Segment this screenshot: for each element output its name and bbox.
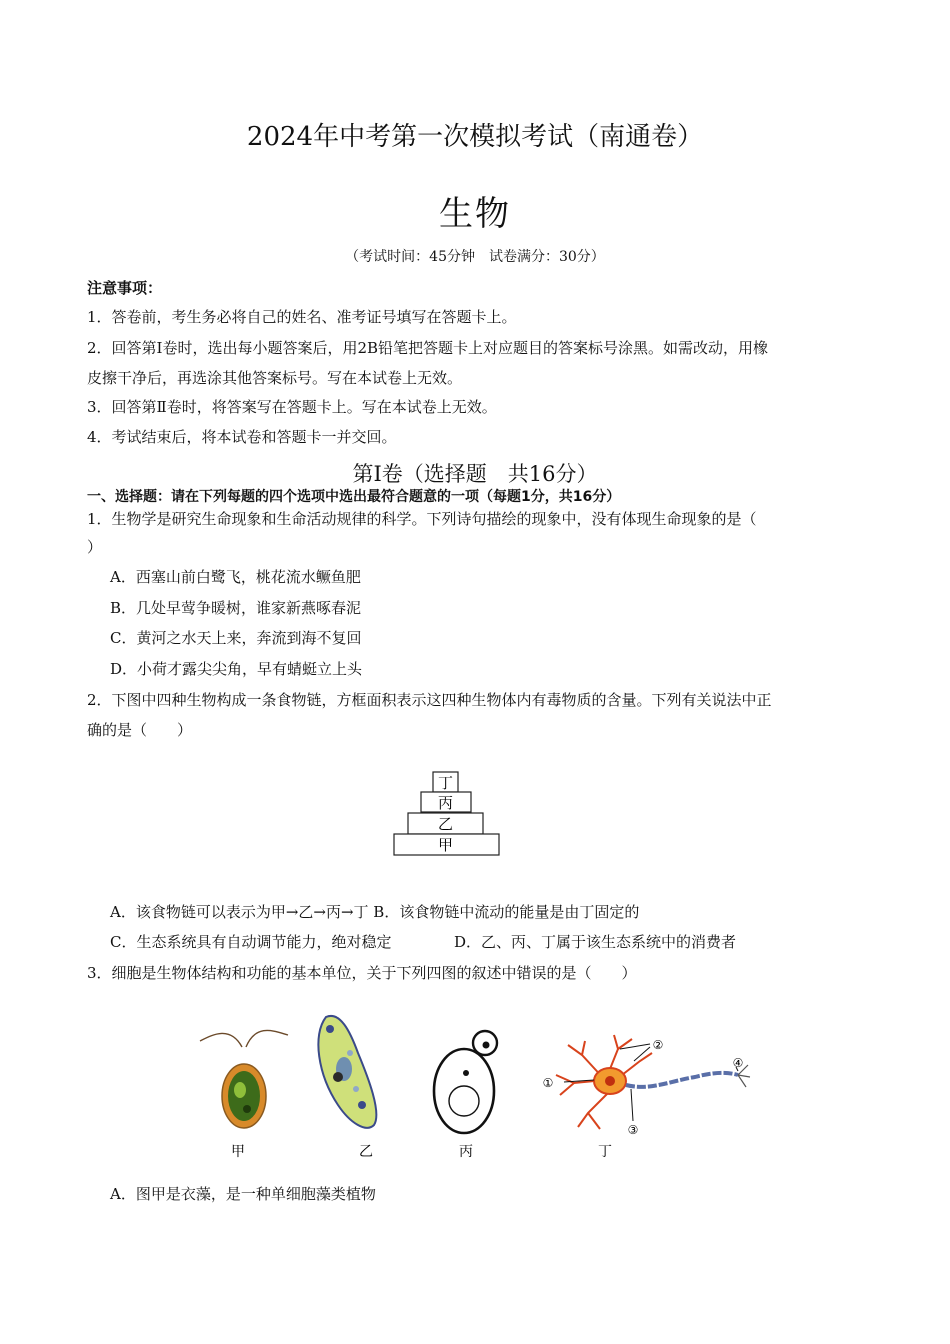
q2-stem-cont: 确的是（ ） [87,721,193,739]
figure-label-ding: 丁 [598,1144,612,1160]
q2-stem: 2．下图中四种生物构成一条食物链，方框面积表示这四种生物体内有毒物质的含量。下列有关说法中正 [87,691,772,709]
q1-option-d: D．小荷才露尖尖角，早有蜻蜓立上头 [110,660,363,678]
section-title: 第Ⅰ卷（选择题 共16分） [352,462,598,486]
subject-title: 生物 [439,194,511,234]
figure-label-jia: 甲 [231,1144,245,1160]
note-item-4: 4．考试结束后，将本试卷和答题卡一并交回。 [87,428,397,446]
yeast-figure [434,1031,497,1133]
q2-options-ab: A．该食物链可以表示为甲→乙→丙→丁 B．该食物链中流动的能量是由丁固定的 [110,903,640,921]
exam-info: （考试时间：45分钟 试卷满分：30分） [345,249,605,265]
neuron-marker-3: ③ [627,1123,639,1137]
pyramid-label-bing: 丙 [437,794,454,812]
figure-label-bing: 丙 [459,1144,473,1160]
q1-stem-cont: ） [87,538,103,556]
neuron-marker-4: ④ [732,1056,744,1070]
neuron-marker-2: ② [652,1038,664,1052]
notes-heading: 注意事项： [87,279,163,297]
exam-title: 2024年中考第一次模拟考试（南通卷） [246,122,704,152]
chlamydomonas-figure [200,1030,288,1128]
q1-stem: 1．生物学是研究生命现象和生命活动规律的科学。下列诗句描绘的现象中，没有体现生命现象的是（ [87,510,757,528]
note-item-3: 3．回答第Ⅱ卷时，将答案写在答题卡上。写在本试卷上无效。 [87,398,497,416]
section-instruction: 一、选择题：请在下列每题的四个选项中选出最符合题意的一项（每题1分，共16分） [87,489,621,505]
figure-label-yi: 乙 [359,1144,373,1160]
note-item-2: 2．回答第Ⅰ卷时，选出每小题答案后，用2B铅笔把答题卡上对应题目的答案标号涂黑。如需改动，用橡 [87,339,769,357]
q1-option-b: B．几处早莺争暖树，谁家新燕啄春泥 [110,599,362,617]
pyramid-label-jia: 甲 [437,836,454,854]
pyramid-label-ding: 丁 [437,774,454,792]
pyramid-label-yi: 乙 [437,815,454,833]
note-item-1: 1．答卷前，考生务必将自己的姓名、准考证号填写在答题卡上。 [87,308,517,326]
cell-figures [190,1005,760,1170]
q3-stem: 3．细胞是生物体结构和功能的基本单位，关于下列四图的叙述中错误的是（ ） [87,964,637,982]
q1-option-a: A．西塞山前白鹭飞，桃花流水鳜鱼肥 [110,568,361,586]
q3-option-a: A．图甲是衣藻，是一种单细胞藻类植物 [110,1185,376,1203]
q1-option-c: C．黄河之水天上来，奔流到海不复回 [110,629,362,647]
q2-option-d: D．乙、丙、丁属于该生态系统中的消费者 [454,933,737,951]
neuron-marker-1: ① [542,1076,554,1090]
q2-option-c: C．生态系统具有自动调节能力，绝对稳定 [110,933,392,951]
paramecium-figure [318,1016,376,1128]
note-item-2-cont: 皮擦干净后，再选涂其他答案标号。写在本试卷上无效。 [87,369,463,387]
toxin-pyramid-diagram [390,768,502,860]
